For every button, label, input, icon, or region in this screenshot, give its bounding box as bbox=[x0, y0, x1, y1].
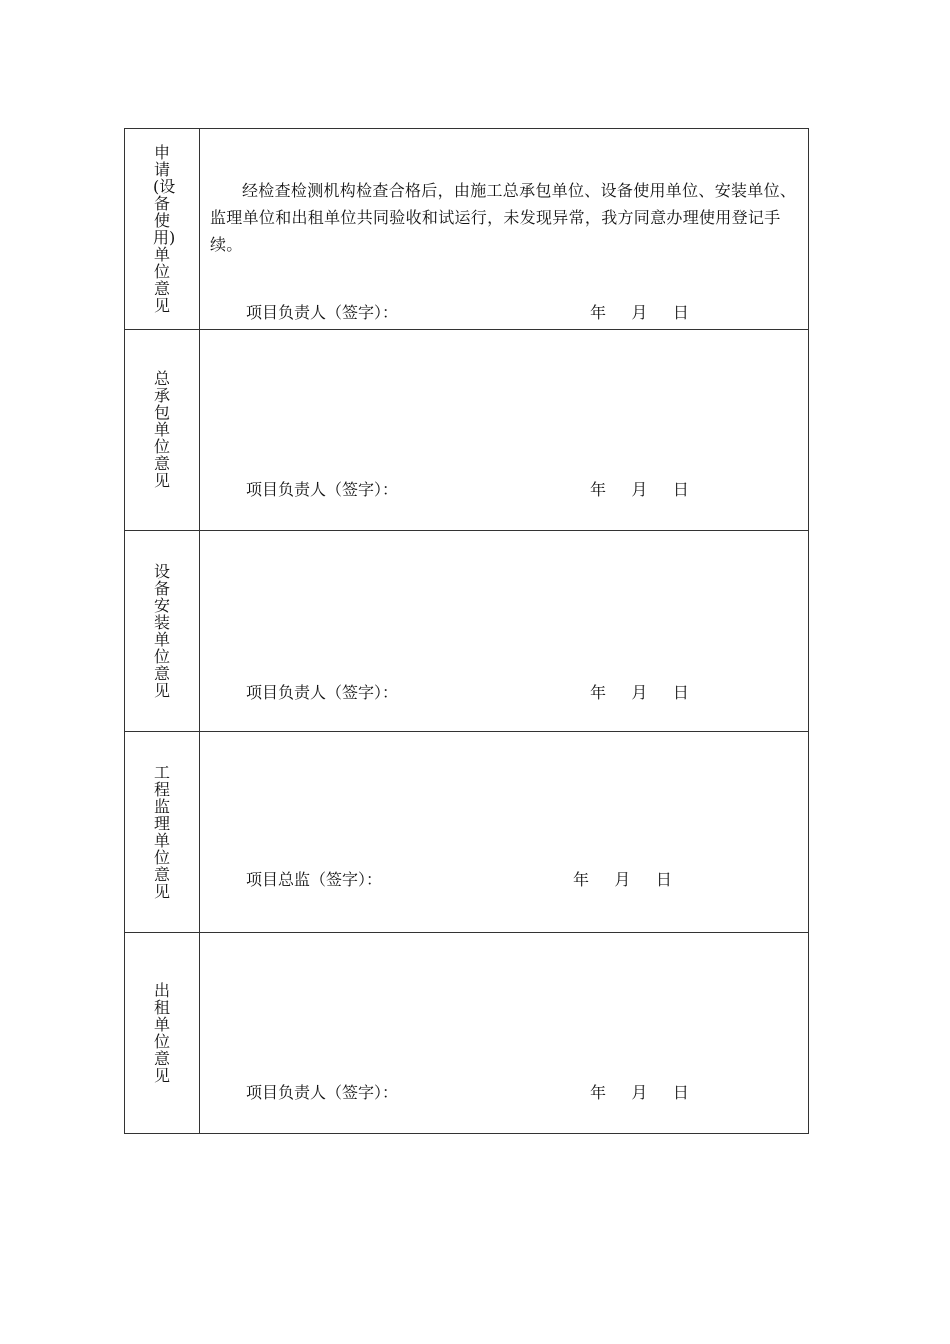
general-contractor-opinion-row bbox=[125, 330, 809, 531]
installation-label-cell bbox=[125, 531, 200, 732]
installation-unit-label: 设备安装单位意见 bbox=[153, 561, 170, 700]
applicant-label-cell bbox=[125, 129, 200, 330]
lessor-opinion-row bbox=[125, 933, 809, 1134]
supervision-unit-label: 工程监理单位意见 bbox=[153, 762, 170, 901]
applicant-opinion-cell bbox=[200, 129, 809, 330]
supervision-date-label: 年 月 日 bbox=[573, 870, 672, 889]
general-contractor-label-cell bbox=[125, 330, 200, 531]
lessor-opinion-cell bbox=[200, 933, 809, 1134]
general-contractor-opinion-cell bbox=[200, 330, 809, 531]
lessor-label-cell bbox=[125, 933, 200, 1134]
applicant-signature-label: 项目负责人（签字）： bbox=[246, 303, 399, 322]
supervision-opinion-cell bbox=[200, 732, 809, 933]
applicant-opinion-text: 经检查检测机构检查合格后，由施工总承包单位、设备使用单位、安装单位、监理单位和出租单位共同验收和试运行，未发现异常，我方同意办理使用登记手续。 bbox=[210, 181, 797, 254]
general-contractor-signature-label: 项目负责人（签字）： bbox=[246, 480, 399, 499]
installation-date-label: 年 月 日 bbox=[590, 683, 689, 702]
installation-opinion-row bbox=[125, 531, 809, 732]
installation-opinion-cell bbox=[200, 531, 809, 732]
general-contractor-label: 总承包单位意见 bbox=[153, 369, 170, 490]
general-contractor-date-label: 年 月 日 bbox=[590, 480, 689, 499]
lessor-date-label: 年 月 日 bbox=[590, 1083, 689, 1102]
applicant-opinion-row bbox=[125, 129, 809, 330]
supervision-signature-label: 项目总监（签字）： bbox=[246, 870, 383, 889]
lessor-signature-label: 项目负责人（签字）： bbox=[246, 1083, 399, 1102]
lessor-unit-label: 出租单位意见 bbox=[153, 980, 170, 1085]
applicant-unit-label: 申请(设备使用)单位意见 bbox=[153, 142, 176, 315]
installation-signature-label: 项目负责人（签字）： bbox=[246, 683, 399, 702]
supervision-opinion-row bbox=[125, 732, 809, 933]
applicant-date-label: 年 月 日 bbox=[590, 303, 689, 322]
supervision-label-cell bbox=[125, 732, 200, 933]
approval-opinion-table bbox=[124, 128, 809, 1134]
